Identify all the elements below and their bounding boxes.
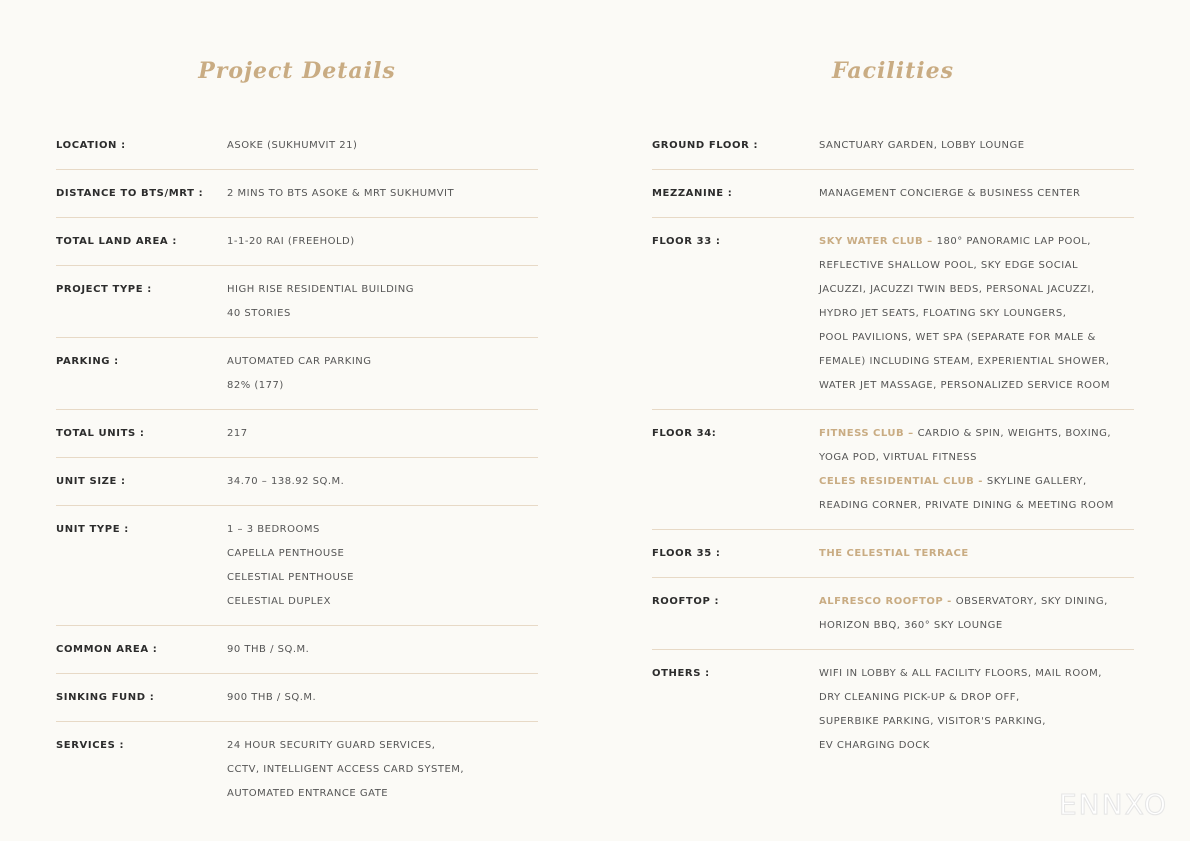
detail-row-sinking-fund [56,686,538,722]
project-details-list [56,134,538,829]
facility-description: OBSERVATORY, SKY DINING, [955,596,1108,607]
facilities-list [652,134,1134,781]
facility-description: WIFI IN LOBBY & ALL FACILITY FLOORS, MAIL ROOM, [819,668,1102,679]
facility-row-rooftop [652,590,1134,650]
facility-highlight-name: THE CELESTIAL TERRACE [819,548,969,559]
facility-highlight-name: ALFRESCO ROOFTOP - [819,596,956,607]
facility-description: DRY CLEANING PICK-UP & DROP OFF, [819,692,1020,703]
detail-row-unit-type [56,518,538,626]
facility-description: SKYLINE GALLERY, [986,476,1087,487]
facilities-heading: Facilities [831,58,955,84]
facility-highlight-name: CELES RESIDENTIAL CLUB - [819,476,987,487]
detail-label: UNIT TYPE : [56,524,129,535]
facility-value-line [819,542,1134,566]
detail-label: SERVICES : [56,740,125,751]
facility-value [819,542,1134,566]
detail-value-line: ASOKE (SUKHUMVIT 21) [227,140,358,151]
facility-value [819,134,1134,158]
detail-row-total-units [56,422,538,458]
detail-row-unit-size [56,470,538,506]
detail-value [227,518,538,614]
facility-description: READING CORNER, PRIVATE DINING & MEETING ROOM [819,500,1114,511]
facility-row-mezzanine [652,182,1134,218]
facility-description: FEMALE) INCLUDING STEAM, EXPERIENTIAL SHOWER, [819,356,1110,367]
detail-row-services [56,734,538,817]
facility-value-line [819,590,1134,614]
facility-value-line [819,230,1134,254]
facility-value [819,590,1134,638]
facility-highlight-name: SKY WATER CLUB – [819,236,937,247]
detail-label: PARKING : [56,356,119,367]
facility-description: YOGA POD, VIRTUAL FITNESS [819,452,977,463]
detail-value [227,134,538,158]
facility-label: OTHERS : [652,668,710,679]
facility-label: FLOOR 33 : [652,236,721,247]
facility-label: FLOOR 35 : [652,548,721,559]
detail-label: DISTANCE TO BTS/MRT : [56,188,204,199]
facility-value [819,182,1134,206]
facility-description: REFLECTIVE SHALLOW POOL, SKY EDGE SOCIAL [819,260,1079,271]
detail-value-line: 1 – 3 BEDROOMS [227,524,320,535]
detail-value-line: CAPELLA PENTHOUSE [227,548,345,559]
facility-description: MANAGEMENT CONCIERGE & BUSINESS CENTER [819,188,1081,199]
detail-value-line: AUTOMATED CAR PARKING [227,356,372,367]
detail-label: COMMON AREA : [56,644,158,655]
facility-value-line [819,686,1134,710]
detail-value-line: 2 MINS TO BTS ASOKE & MRT SUKHUMVIT [227,188,455,199]
facility-value-line [819,446,1134,470]
detail-value-line: HIGH RISE RESIDENTIAL BUILDING [227,284,414,295]
facility-value-line [819,374,1134,398]
facility-description: HORIZON BBQ, 360° SKY LOUNGE [819,620,1003,631]
detail-value-line: AUTOMATED ENTRANCE GATE [227,788,389,799]
detail-value [227,278,538,326]
facility-value-line [819,326,1134,350]
facility-value [819,230,1134,398]
detail-row-location [56,134,538,170]
facility-row-floor-33 [652,230,1134,410]
facility-description: WATER JET MASSAGE, PERSONALIZED SERVICE ROOM [819,380,1111,391]
facility-value [819,662,1134,758]
facility-description: 180° PANORAMIC LAP POOL, [936,236,1091,247]
detail-value [227,686,538,710]
facility-value-line [819,134,1134,158]
detail-row-distance-to-bts-mrt [56,182,538,218]
detail-value [227,230,538,254]
facility-highlight-name: FITNESS CLUB – [819,428,918,439]
facility-value [819,422,1134,518]
facility-value-line [819,614,1134,638]
facility-row-others [652,662,1134,769]
detail-value [227,734,538,806]
facility-row-ground-floor [652,134,1134,170]
detail-value-line: 24 HOUR SECURITY GUARD SERVICES, [227,740,436,751]
detail-row-parking [56,350,538,410]
detail-label: LOCATION : [56,140,126,151]
facility-description: JACUZZI, JACUZZI TWIN BEDS, PERSONAL JACUZZI, [819,284,1095,295]
detail-value-line: CCTV, INTELLIGENT ACCESS CARD SYSTEM, [227,764,465,775]
detail-value [227,470,538,494]
facility-value-line [819,422,1134,446]
facility-description: CARDIO & SPIN, WEIGHTS, BOXING, [917,428,1112,439]
detail-label: TOTAL UNITS : [56,428,145,439]
detail-row-common-area [56,638,538,674]
facility-label: GROUND FLOOR : [652,140,759,151]
facility-value-line [819,278,1134,302]
facility-row-floor-35 [652,542,1134,578]
facility-value-line [819,734,1134,758]
facility-description: SANCTUARY GARDEN, LOBBY LOUNGE [819,140,1025,151]
detail-label: UNIT SIZE : [56,476,126,487]
detail-value-line: 900 THB / SQ.M. [227,692,317,703]
facility-value-line [819,494,1134,518]
detail-label: SINKING FUND : [56,692,155,703]
detail-row-project-type [56,278,538,338]
facility-value-line [819,662,1134,686]
detail-value-line: 82% (177) [227,380,284,391]
detail-value-line: 1-1-20 RAI (FREEHOLD) [227,236,355,247]
facility-row-floor-34 [652,422,1134,530]
detail-label: PROJECT TYPE : [56,284,152,295]
detail-row-total-land-area [56,230,538,266]
detail-value-line: CELESTIAL PENTHOUSE [227,572,354,583]
project-details-heading: Project Details [198,58,396,84]
facility-value-line [819,350,1134,374]
ennxo-watermark-logo: ENNXO [1058,788,1168,821]
detail-value-line: 40 STORIES [227,308,291,319]
facility-value-line [819,302,1134,326]
facility-value-line [819,470,1134,494]
facility-label: MEZZANINE : [652,188,733,199]
detail-value [227,638,538,662]
facility-label: ROOFTOP : [652,596,720,607]
detail-label: TOTAL LAND AREA : [56,236,177,247]
facility-value-line [819,710,1134,734]
detail-value [227,350,538,398]
facility-value-line [819,254,1134,278]
facility-value-line [819,182,1134,206]
facility-description: SUPERBIKE PARKING, VISITOR'S PARKING, [819,716,1046,727]
facility-label: FLOOR 34: [652,428,717,439]
detail-value [227,182,538,206]
facility-description: HYDRO JET SEATS, FLOATING SKY LOUNGERS, [819,308,1067,319]
detail-value-line: 217 [227,428,248,439]
facility-description: POOL PAVILIONS, WET SPA (SEPARATE FOR MALE & [819,332,1096,343]
detail-value-line: CELESTIAL DUPLEX [227,596,331,607]
detail-value-line: 90 THB / SQ.M. [227,644,310,655]
detail-value-line: 34.70 – 138.92 SQ.M. [227,476,345,487]
detail-value [227,422,538,446]
facility-description: EV CHARGING DOCK [819,740,930,751]
